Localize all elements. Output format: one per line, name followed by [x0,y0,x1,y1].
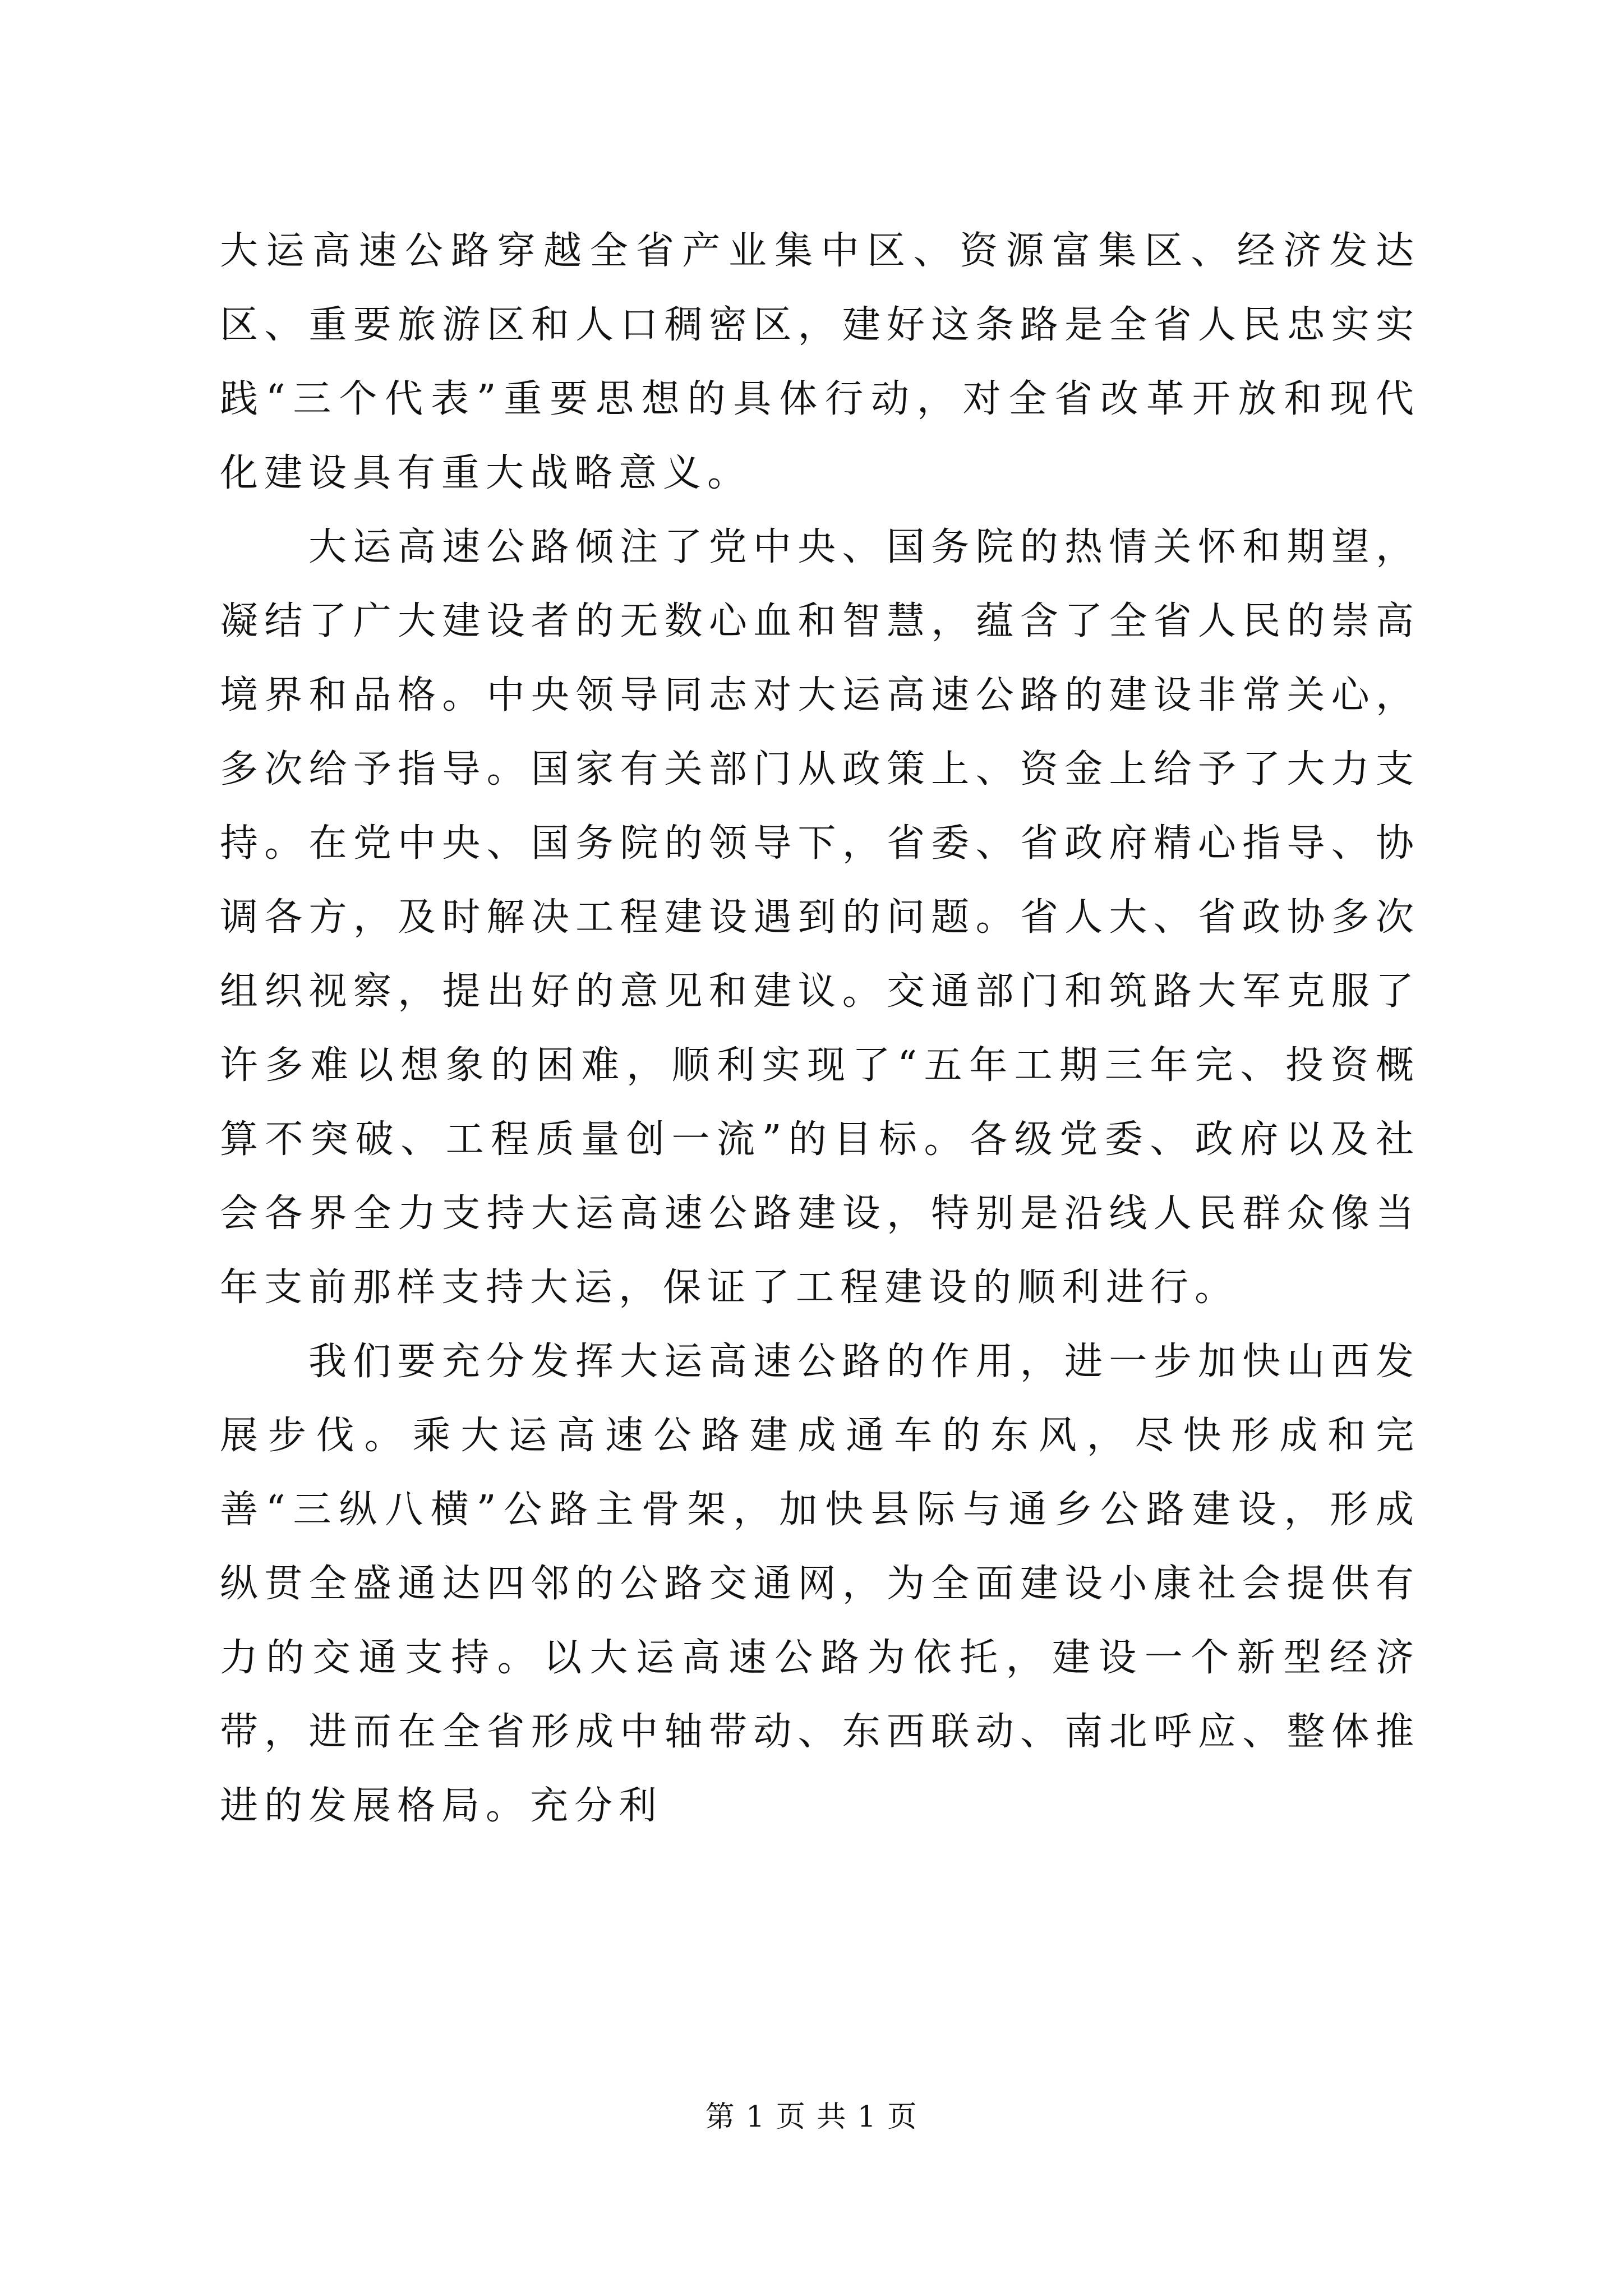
page-footer: 第 1 页 共 1 页 [705,2100,918,2134]
document-body [220,214,1420,1843]
paragraph-1: 大运高速公路穿越全省产业集中区、资源富集区、经济发达区、重要旅游区和人口稠密区，建好这条路是全省人民忠实实践“三个代表”重要思想的具体行动，对全省改革开放和现代化建设具有重大战略意义。 [220,229,1420,495]
paragraph-2: 大运高速公路倾注了党中央、国务院的热情关怀和期望，凝结了广大建设者的无数心血和智慧，蕴含了全省人民的崇高境界和品格。中央领导同志对大运高速公路的建设非常关心，多次给予指导。国家有关部门从政策上、资金上给予了大力支持。在党中央、国务院的领导下，省委、省政府精心指导、协调各方，及时解决工程建设遇到的问题。省人大、省政协多次组织视察，提出好的意见和建议。交通部门和筑路大军克服了许多难以想象的困难，顺利实现了“五年工期三年完、投资概算不突破、工程质量创一流”的目标。各级党委、政府以及社会各界全力支持大运高速公路建设，特别是沿线人民群众像当年支前那样支持大运，保证了工程建设的顺利进行。 [220,525,1420,1310]
paragraph-3: 我们要充分发挥大运高速公路的作用，进一步加快山西发展步伐。乘大运高速公路建成通车的东风，尽快形成和完善“三纵八横”公路主骨架，加快县际与通乡公路建设，形成纵贯全盛通达四邻的公路交通网，为全面建设小康社会提供有力的交通支持。以大运高速公路为依托，建设一个新型经济带，进而在全省形成中轴带动、东西联动、南北呼应、整体推进的发展格局。充分利 [220,1340,1420,1828]
